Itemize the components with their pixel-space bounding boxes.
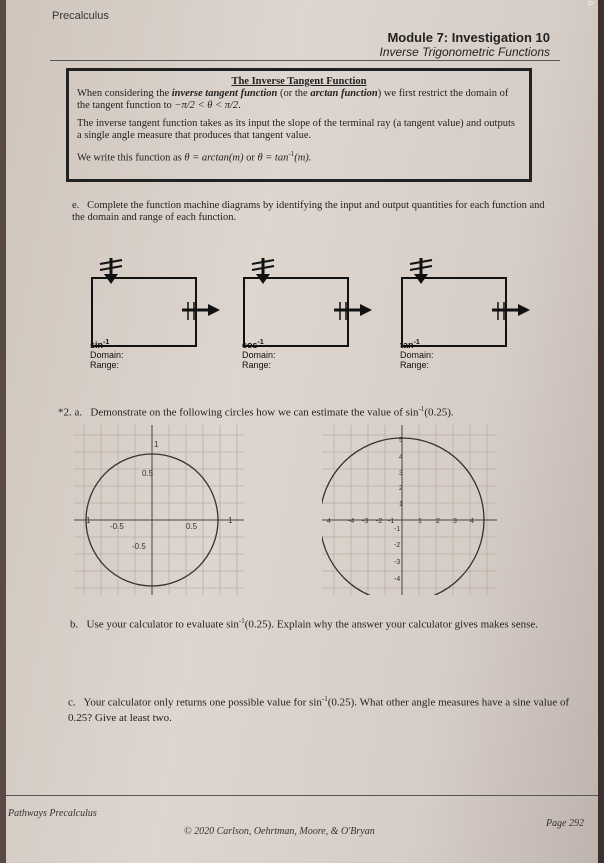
y-tick-1: 1 [399,501,403,508]
range-label: Range: [90,360,120,370]
question-2a-text: Demonstrate on the following circles how we can estimate the value of sin [90,406,419,419]
question-2b-post: (0.25). Explain why the answer your calculator gives makes sense. [244,618,539,631]
fn-sup: -1 [257,339,264,346]
y-tick-5: 5 [399,437,403,444]
y-tick-neg1: -1 [394,526,401,533]
p1-em2: arctan function [310,88,378,99]
p3-or: or [243,152,258,164]
y-tick-3: 3 [399,470,403,477]
question-2a-sup: -1 [418,405,425,413]
box-paragraph-2: The inverse tangent function takes as its input the slope of the terminal ray (a tangent value) and outputs a single angle measure that produces that tangent value. [77,118,515,141]
question-e [72,200,552,224]
question-2b [70,614,570,633]
y-tick-neg3: -3 [394,559,401,566]
p1-pre: When considering the [77,88,172,99]
unit-circle-grid-left[interactable] [74,425,244,595]
p3-pre: We write this function as [77,152,185,164]
machine-fn-label [242,338,276,350]
module-subtitle: Inverse Trigonometric Functions [379,45,550,59]
x-tick-left-edge: 4 [327,518,331,525]
tick-neg-0-5-y: -0.5 [132,542,146,551]
unit-circle-grid-right[interactable] [322,425,497,595]
question-2c-text: Your calculator only returns one possible value for sin [83,696,322,709]
x-tick-neg2: -2 [376,518,383,525]
machine-sin [86,258,226,370]
p1-mid: (or the [277,88,311,99]
p3-sup: -1 [288,150,295,158]
scaled-circle [322,438,484,595]
y-tick-neg4: -4 [394,576,401,583]
question-2b-label: b. [70,618,79,631]
machine-labels [242,338,276,370]
question-e-text: Complete the function machine diagrams by identifying the input and output quantities for each function and the domain and range of each function. [72,200,545,223]
question-2c-sup: -1 [321,695,328,703]
fn-sup: -1 [103,339,110,346]
p3-tail: (m). [294,152,312,164]
tick-0-5-x: 0.5 [186,522,198,531]
range-label: Range: [242,360,272,370]
output-arrow-icon [492,302,530,320]
domain-label: Domain: [242,350,276,360]
domain-label: Domain: [400,350,434,360]
question-2a-post: (0.25). [424,406,454,419]
box-title: The Inverse Tangent Function [231,76,367,87]
tick-left: 1 [86,516,91,525]
question-e-label: e. [72,200,80,211]
x-tick-3: 3 [453,518,457,525]
range-label: Range: [400,360,430,370]
input-arrow-icon [410,258,432,284]
output-arrow-icon [334,302,372,320]
footer-page-number: Page 292 [545,818,584,829]
tick-top: 1 [154,440,159,449]
p1-em1: inverse tangent function [171,88,278,99]
x-tick-2: 2 [436,518,440,525]
p3-math1: θ = arctan(m) [184,152,244,164]
question-2b-sup: -1 [238,617,245,625]
p3-math2: θ = tan [257,152,289,164]
x-tick-4: 4 [470,518,474,525]
domain-label: Domain: [90,350,124,360]
input-arrow-icon [252,258,274,284]
p1-post: ) we first restrict the domain of the tangent function to [77,88,509,111]
fn-name: cos [242,340,258,350]
machine-labels [400,338,434,370]
machine-fn-label [400,338,434,350]
worksheet-page [6,0,598,863]
y-tick-4: 4 [399,454,403,461]
module-title: Module 7: Investigation 10 [387,30,550,45]
machine-labels [90,338,124,370]
fn-sup: -1 [413,339,420,346]
y-tick-2: 2 [399,485,403,492]
box-paragraph-3 [77,148,521,165]
tick-right: 1 [228,516,233,525]
course-name: Precalculus [52,10,109,22]
input-arrow-icon [100,258,122,284]
footer-left: Pathways Precalculus [8,808,97,819]
output-arrow-icon [182,302,220,320]
footer-copyright: © 2020 Carlson, Oehrtman, Moore, & O'Bryan [184,826,375,837]
question-2b-text: Use your calculator to evaluate sin [86,618,239,631]
fn-name: sin [90,340,104,350]
question-2c-post: (0.25). What other angle measures have a sine value of 0.25? Give at least two. [68,696,570,724]
x-tick-1: 1 [418,518,422,525]
y-tick-neg2: -2 [394,542,401,549]
machine-fn-label [90,338,124,350]
box-paragraph-1: When considering the inverse tangent function (or the arctan function) we first restrict the domain of the tangent function to −π/2 < θ < π/2. [77,88,509,111]
corner-mark: P [588,0,594,9]
x-tick-neg3: -3 [362,518,369,525]
question-2a-label: *2. a. [58,406,83,419]
definition-box [66,68,532,182]
tick-neg-0-5-x: -0.5 [110,522,124,531]
module-header [379,30,550,59]
question-2c-label: c. [68,696,76,709]
question-2a [58,405,454,419]
fn-name: tan [400,340,414,350]
footer-rule [6,795,598,796]
p1-math: −π/2 < θ < π/2 [174,100,239,111]
machine-tan [396,258,536,370]
x-tick-neg4: -4 [348,518,355,525]
x-tick-neg1: -1 [388,518,395,525]
background-edge [598,0,604,863]
tick-0-5-up: 0.5 [142,469,154,478]
header-rule [50,60,560,61]
machine-cos [238,258,378,370]
question-2c [68,692,578,726]
